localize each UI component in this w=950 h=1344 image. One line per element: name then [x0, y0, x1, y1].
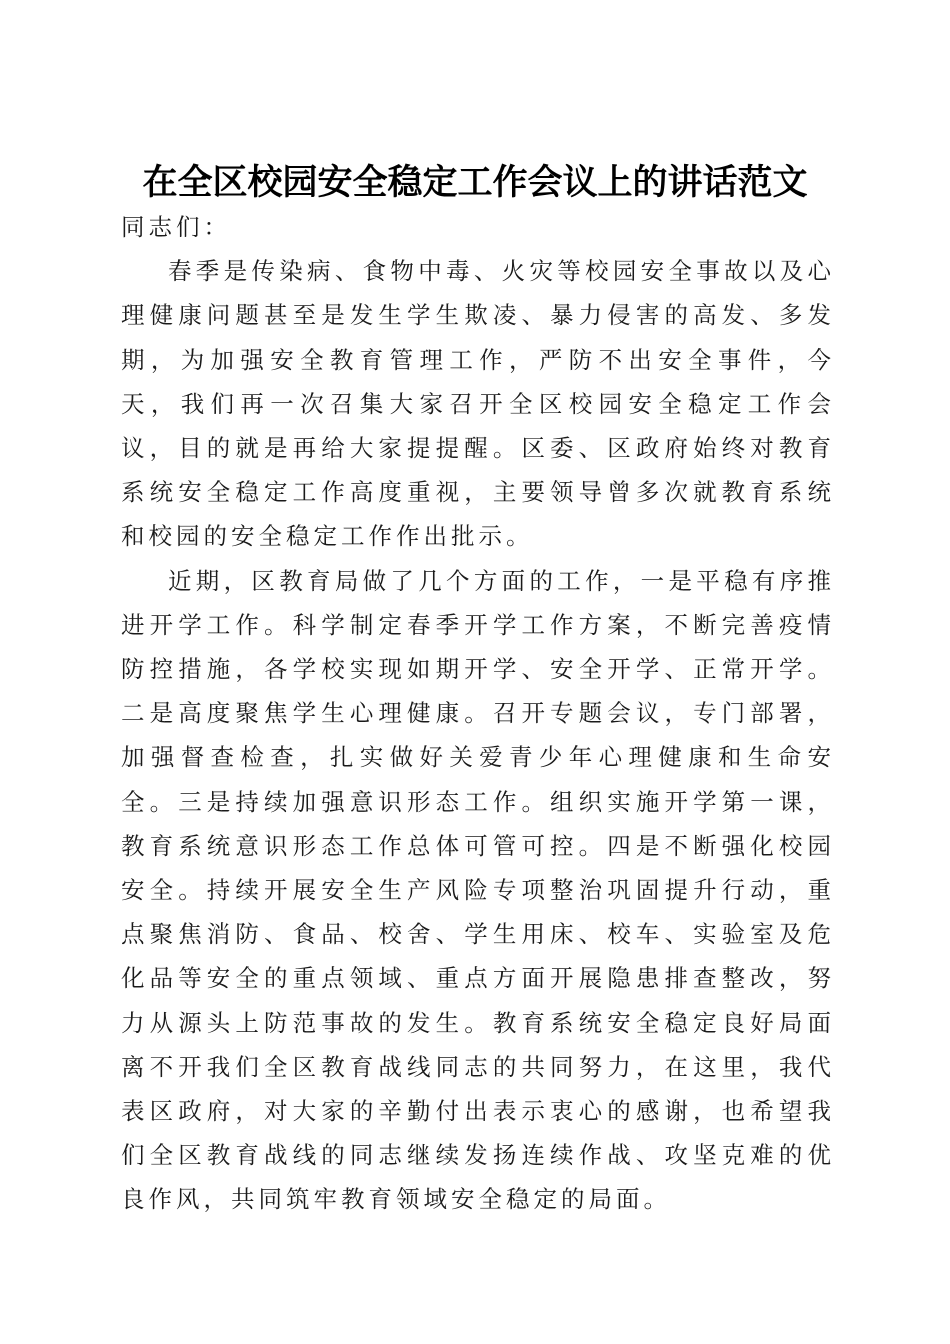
document-body — [121, 205, 835, 1222]
document-title: 在全区校园安全稳定工作会议上的讲话范文 — [142, 162, 808, 204]
paragraph-1: 春季是传染病、食物中毒、火灾等校园安全事故以及心理健康问题甚至是发生学生欺凌、暴力侵害的高发、多发期，为加强安全教育管理工作，严防不出安全事件，今天，我们再一次召集大家召开全区校园安全稳定工作会议，目的就是再给大家提提醒。区委、区政府始终对教育系统安全稳定工作高度重视，主要领导曾多次就教育系统和校园的安全稳定工作作出批示。 — [121, 257, 835, 551]
paragraph-2: 近期，区教育局做了几个方面的工作，一是平稳有序推进开学工作。科学制定春季开学工作方案，不断完善疫情防控措施，各学校实现如期开学、安全开学、正常开学。二是高度聚焦学生心理健康。召开专题会议，专门部署，加强督查检查，扎实做好关爱青少年心理健康和生命安全。三是持续加强意识形态工作。组织实施开学第一课，教育系统意识形态工作总体可管可控。四是不断强化校园安全。持续开展安全生产风险专项整治巩固提升行动，重点聚焦消防、食品、校舍、学生用床、校车、实验室及危化品等安全的重点领域、重点方面开展隐患排查整改，努力从源头上防范事故的发生。教育系统安全稳定良好局面离不开我们全区教育战线同志的共同努力，在这里，我代表区政府，对大家的辛勤付出表示衷心的感谢，也希望我们全区教育战线的同志继续发扬连续作战、攻坚克难的优良作风，共同筑牢教育领域安全稳定的局面。 — [121, 566, 835, 1214]
salutation: 同志们： — [121, 213, 231, 241]
